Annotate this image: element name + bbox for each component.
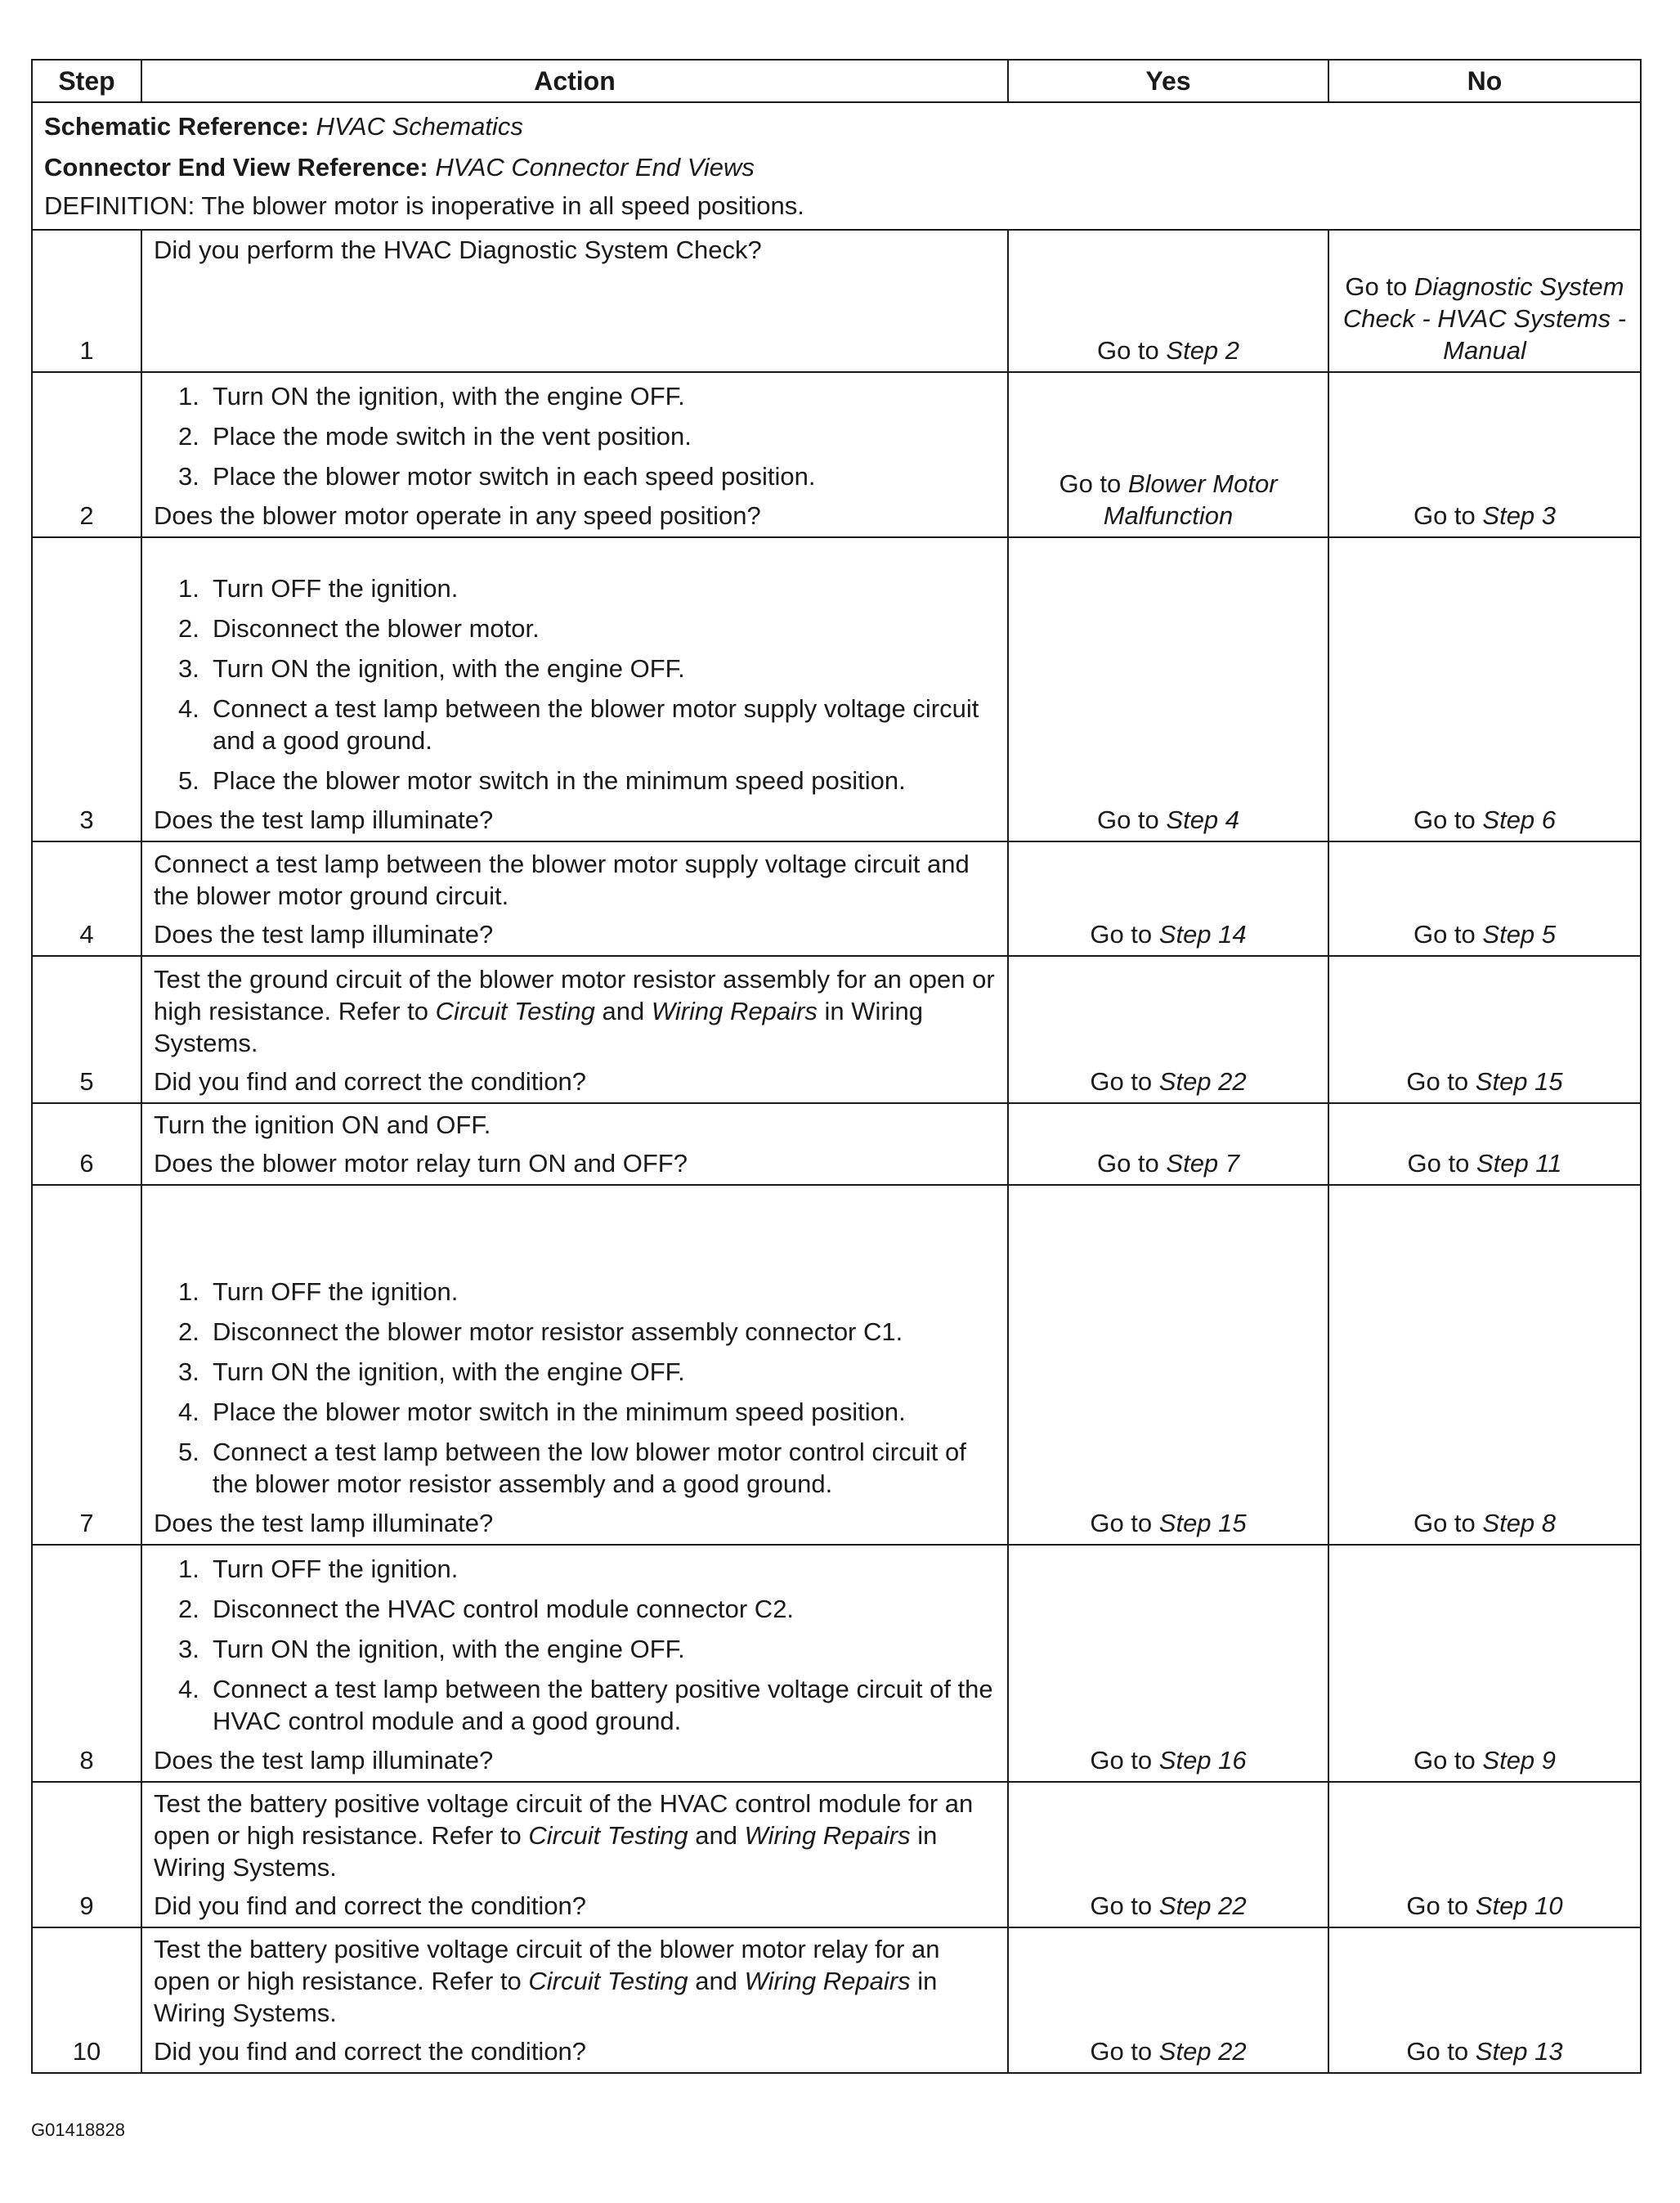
text-run: Connect a test lamp between the blower motor supply voltage circuit and the blower motor ground circuit. bbox=[154, 850, 970, 910]
reference-link-text: Step 22 bbox=[1158, 1067, 1247, 1096]
yes-result bbox=[1008, 1927, 1328, 2073]
text-run: Test the battery positive voltage circuit of the blower motor relay for an open or high resistance. Refer to bbox=[154, 1935, 940, 1995]
step-row-9 bbox=[32, 1782, 1641, 1927]
yes-result bbox=[1008, 537, 1328, 841]
text-run: Go to bbox=[1059, 469, 1128, 498]
no-result bbox=[1328, 1782, 1641, 1927]
reference-link-text: Step 2 bbox=[1166, 336, 1240, 365]
action-paragraph bbox=[154, 1932, 996, 2032]
reference-link-text: Step 7 bbox=[1166, 1149, 1240, 1178]
step-action bbox=[141, 537, 1008, 841]
reference-link-text: Step 10 bbox=[1475, 1891, 1563, 1920]
text-run: Test the ground circuit of the blower motor resistor assembly for an open or high resistance. Refer to bbox=[154, 965, 995, 1025]
header-no: No bbox=[1328, 60, 1641, 102]
definition-text: DEFINITION: The blower motor is inoperative in all speed positions. bbox=[44, 191, 804, 220]
list-item-number: 3. bbox=[178, 1357, 199, 1386]
list-item-number: 1. bbox=[178, 382, 199, 411]
list-item-text: Turn OFF the ignition. bbox=[213, 574, 459, 603]
step-number: 6 bbox=[32, 1103, 141, 1185]
reference-link-text: Circuit Testing bbox=[528, 1967, 688, 1995]
action-question: Did you perform the HVAC Diagnostic System Check? bbox=[154, 236, 762, 264]
no-result bbox=[1328, 956, 1641, 1103]
no-result bbox=[1328, 1185, 1641, 1545]
no-result bbox=[1328, 841, 1641, 956]
action-list-item bbox=[154, 689, 996, 761]
text-run: Go to bbox=[1090, 920, 1159, 949]
header-row bbox=[32, 60, 1641, 102]
text-run: Go to bbox=[1096, 336, 1167, 365]
yes-result bbox=[1008, 841, 1328, 956]
yes-result bbox=[1008, 956, 1328, 1103]
list-item-number: 1. bbox=[178, 1277, 199, 1306]
action-list-item bbox=[154, 608, 996, 648]
step-action bbox=[141, 372, 1008, 537]
action-list-item bbox=[154, 761, 996, 801]
text-run: Go to bbox=[1413, 501, 1483, 530]
step-number: 3 bbox=[32, 537, 141, 841]
text-run: Go to bbox=[1406, 1067, 1476, 1096]
step-row-3 bbox=[32, 537, 1641, 841]
action-question: Did you find and correct the condition? bbox=[154, 1067, 587, 1096]
text-run: Go to bbox=[1413, 920, 1483, 949]
action-list-item bbox=[154, 648, 996, 689]
list-item-text: Turn ON the ignition, with the engine OFF. bbox=[213, 1635, 685, 1663]
text-run: Go to bbox=[1090, 2037, 1159, 2066]
text-run: Go to bbox=[1345, 272, 1414, 301]
list-item-text: Connect a test lamp between the battery positive voltage circuit of the HVAC control module and a good ground. bbox=[213, 1675, 993, 1735]
references-row bbox=[32, 102, 1641, 230]
list-item-number: 2. bbox=[178, 614, 199, 643]
figure-code: G01418828 bbox=[31, 2120, 125, 2140]
list-item-number: 4. bbox=[178, 1675, 199, 1703]
reference-link-text: Step 9 bbox=[1482, 1746, 1557, 1775]
text-run: Turn the ignition ON and OFF. bbox=[154, 1110, 491, 1139]
reference-link-text: Step 4 bbox=[1166, 805, 1240, 834]
schematic-reference-value: HVAC Schematics bbox=[316, 112, 523, 141]
list-item-text: Turn OFF the ignition. bbox=[213, 1555, 459, 1583]
no-result bbox=[1328, 372, 1641, 537]
step-row-4 bbox=[32, 841, 1641, 956]
reference-link-text: Wiring Repairs bbox=[744, 1821, 911, 1850]
connector-reference-value: HVAC Connector End Views bbox=[435, 153, 755, 182]
list-item-number: 5. bbox=[178, 1438, 199, 1466]
list-item-number: 5. bbox=[178, 766, 199, 795]
header-step: Step bbox=[32, 60, 141, 102]
step-action bbox=[141, 1103, 1008, 1185]
list-item-text: Place the blower motor switch in the minimum speed position. bbox=[213, 1398, 906, 1426]
action-list-item bbox=[154, 376, 996, 416]
list-item-number: 3. bbox=[178, 1635, 199, 1663]
step-number: 7 bbox=[32, 1185, 141, 1545]
text-run: Test the battery positive voltage circuit of the HVAC control module for an open or high resistance. Refer to bbox=[154, 1789, 974, 1850]
list-item-text: Connect a test lamp between the low blower motor control circuit of the blower motor resistor assembly and a good ground. bbox=[213, 1438, 966, 1498]
reference-link-text: Step 3 bbox=[1482, 501, 1557, 530]
step-number: 9 bbox=[32, 1782, 141, 1927]
step-action bbox=[141, 230, 1008, 372]
reference-link-text: Step 15 bbox=[1158, 1509, 1247, 1537]
reference-link-text: Step 6 bbox=[1482, 805, 1557, 834]
list-item-number: 2. bbox=[178, 422, 199, 451]
list-item-number: 1. bbox=[178, 1555, 199, 1583]
text-run: Go to bbox=[1413, 805, 1483, 834]
text-run: in Wiring Systems. bbox=[154, 1821, 938, 1882]
action-question: Does the blower motor relay turn ON and OFF? bbox=[154, 1149, 688, 1178]
list-item-text: Turn ON the ignition, with the engine OFF. bbox=[213, 1357, 685, 1386]
reference-link-text: Diagnostic System Check - HVAC Systems - Manual bbox=[1342, 272, 1627, 365]
text-run: in Wiring Systems. bbox=[154, 997, 924, 1057]
reference-link-text: Step 22 bbox=[1158, 2037, 1247, 2066]
text-run: Go to bbox=[1096, 1149, 1167, 1178]
step-number: 1 bbox=[32, 230, 141, 372]
step-action bbox=[141, 841, 1008, 956]
action-list-item bbox=[154, 1392, 996, 1432]
step-row-1 bbox=[32, 230, 1641, 372]
reference-link-text: Blower Motor Malfunction bbox=[1103, 469, 1278, 530]
action-question: Does the test lamp illuminate? bbox=[154, 805, 494, 834]
yes-result bbox=[1008, 372, 1328, 537]
text-run: and bbox=[594, 997, 652, 1025]
list-item-text: Turn ON the ignition, with the engine OFF. bbox=[213, 382, 685, 411]
header-yes: Yes bbox=[1008, 60, 1328, 102]
header-action: Action bbox=[141, 60, 1008, 102]
list-item-text: Turn ON the ignition, with the engine OFF. bbox=[213, 654, 685, 683]
yes-result bbox=[1008, 1103, 1328, 1185]
action-list-item bbox=[154, 1432, 996, 1504]
reference-link-text: Step 13 bbox=[1475, 2037, 1563, 2066]
yes-result bbox=[1008, 1545, 1328, 1782]
schematic-reference-label: Schematic Reference: bbox=[44, 112, 309, 141]
list-item-number: 2. bbox=[178, 1595, 199, 1623]
action-question: Did you find and correct the condition? bbox=[154, 1891, 587, 1920]
list-item-number: 1. bbox=[178, 574, 199, 603]
no-result bbox=[1328, 1545, 1641, 1782]
text-run: Go to bbox=[1096, 805, 1167, 834]
references-cell bbox=[32, 102, 1641, 230]
action-paragraph bbox=[154, 1786, 996, 1887]
list-item-text: Place the blower motor switch in the minimum speed position. bbox=[213, 766, 906, 795]
list-item-text: Disconnect the blower motor resistor assembly connector C1. bbox=[213, 1317, 903, 1346]
action-list-item bbox=[154, 1589, 996, 1629]
action-question: Did you find and correct the condition? bbox=[154, 2037, 587, 2066]
action-list-item bbox=[154, 1549, 996, 1589]
step-number: 2 bbox=[32, 372, 141, 537]
text-run: Go to bbox=[1090, 1509, 1159, 1537]
list-item-text: Connect a test lamp between the blower motor supply voltage circuit and a good ground. bbox=[213, 694, 979, 755]
list-item-number: 4. bbox=[178, 1398, 199, 1426]
step-number: 8 bbox=[32, 1545, 141, 1782]
action-paragraph bbox=[154, 1107, 996, 1144]
action-list-item bbox=[154, 1352, 996, 1392]
action-question: Does the test lamp illuminate? bbox=[154, 920, 494, 949]
reference-link-text: Step 5 bbox=[1482, 920, 1557, 949]
no-result bbox=[1328, 537, 1641, 841]
action-list-item bbox=[154, 1272, 996, 1312]
step-row-7 bbox=[32, 1185, 1641, 1545]
action-list-item bbox=[154, 456, 996, 496]
yes-result bbox=[1008, 1782, 1328, 1927]
schematic-reference bbox=[44, 106, 1628, 147]
step-number: 5 bbox=[32, 956, 141, 1103]
reference-link-text: Step 16 bbox=[1158, 1746, 1247, 1775]
action-list-item bbox=[154, 568, 996, 608]
step-number: 4 bbox=[32, 841, 141, 956]
text-run: Go to bbox=[1090, 1067, 1159, 1096]
action-question: Does the test lamp illuminate? bbox=[154, 1746, 494, 1775]
text-run: Go to bbox=[1413, 1509, 1483, 1537]
text-run: Go to bbox=[1413, 1746, 1483, 1775]
list-item-number: 3. bbox=[178, 654, 199, 683]
step-action bbox=[141, 956, 1008, 1103]
reference-link-text: Wiring Repairs bbox=[651, 997, 818, 1025]
text-run: and bbox=[688, 1821, 745, 1850]
text-run: Go to bbox=[1090, 1891, 1159, 1920]
action-question: Does the test lamp illuminate? bbox=[154, 1509, 494, 1537]
action-paragraph bbox=[154, 846, 996, 915]
list-item-text: Place the mode switch in the vent position. bbox=[213, 422, 692, 451]
list-item-text: Turn OFF the ignition. bbox=[213, 1277, 459, 1306]
list-item-number: 2. bbox=[178, 1317, 199, 1346]
action-question: Does the blower motor operate in any speed position? bbox=[154, 501, 761, 530]
reference-link-text: Wiring Repairs bbox=[744, 1967, 911, 1995]
step-action bbox=[141, 1927, 1008, 2073]
step-action bbox=[141, 1545, 1008, 1782]
text-run: and bbox=[688, 1967, 745, 1995]
text-run: Go to bbox=[1407, 1149, 1476, 1178]
step-row-8 bbox=[32, 1545, 1641, 1782]
text-run: in Wiring Systems. bbox=[154, 1967, 938, 2027]
step-row-5 bbox=[32, 956, 1641, 1103]
reference-link-text: Circuit Testing bbox=[528, 1821, 688, 1850]
connector-reference-label: Connector End View Reference: bbox=[44, 153, 428, 182]
text-run: Go to bbox=[1406, 1891, 1476, 1920]
reference-link-text: Step 14 bbox=[1158, 920, 1247, 949]
list-item-text: Disconnect the HVAC control module connector C2. bbox=[213, 1595, 795, 1623]
no-result bbox=[1328, 1927, 1641, 2073]
step-row-6 bbox=[32, 1103, 1641, 1185]
action-paragraph bbox=[154, 962, 996, 1062]
step-action bbox=[141, 1185, 1008, 1545]
list-item-text: Place the blower motor switch in each speed position. bbox=[213, 462, 816, 491]
connector-reference bbox=[44, 147, 1628, 188]
reference-link-text: Step 15 bbox=[1475, 1067, 1563, 1096]
reference-link-text: Circuit Testing bbox=[435, 997, 595, 1025]
reference-link-text: Step 11 bbox=[1476, 1149, 1562, 1178]
list-item-text: Disconnect the blower motor. bbox=[213, 614, 540, 643]
yes-result bbox=[1008, 1185, 1328, 1545]
text-run: Go to bbox=[1406, 2037, 1476, 2066]
action-list-item bbox=[154, 1629, 996, 1669]
action-list-item bbox=[154, 416, 996, 456]
step-action bbox=[141, 1782, 1008, 1927]
list-item-number: 3. bbox=[178, 462, 199, 491]
yes-result bbox=[1008, 230, 1328, 372]
action-list-item bbox=[154, 1669, 996, 1741]
reference-link-text: Step 8 bbox=[1482, 1509, 1557, 1537]
step-number: 10 bbox=[32, 1927, 141, 2073]
action-list-item bbox=[154, 1312, 996, 1352]
text-run: Go to bbox=[1090, 1746, 1159, 1775]
list-item-number: 4. bbox=[178, 694, 199, 723]
reference-link-text: Step 22 bbox=[1158, 1891, 1247, 1920]
step-row-10 bbox=[32, 1927, 1641, 2073]
diagnostic-table bbox=[31, 59, 1642, 2074]
no-result bbox=[1328, 230, 1641, 372]
step-row-2 bbox=[32, 372, 1641, 537]
no-result bbox=[1328, 1103, 1641, 1185]
